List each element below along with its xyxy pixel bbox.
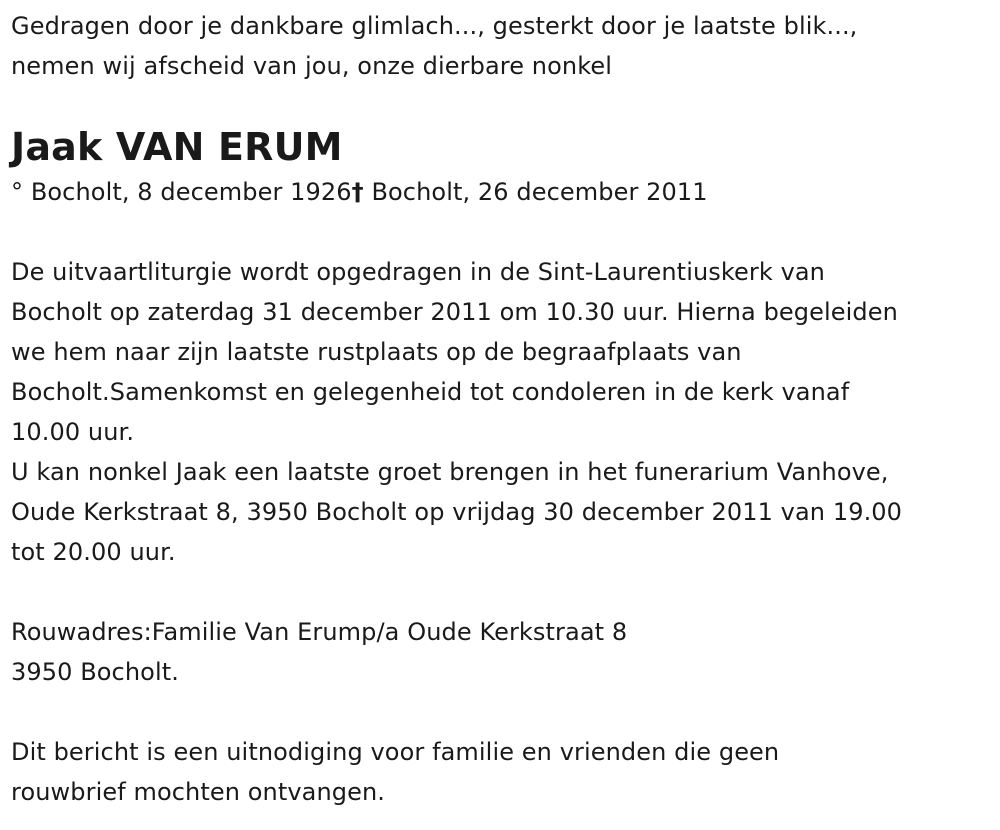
born-date: Bocholt, 8 december 1926 [23,178,352,206]
spacer [11,212,991,252]
liturgy-line: tot 20.00 uur. [11,538,176,566]
cross-icon: † [351,178,364,206]
notice-line: rouwbrief mochten ontvangen. [11,778,386,806]
obituary-notice [11,6,991,812]
intro-line: nemen wij afscheid van jou, onze dierbare nonkel [11,52,612,80]
liturgy-line: Oude Kerkstraat 8, 3950 Bocholt op vrijdag 30 december 2011 van 19.00 [11,498,903,526]
spacer [11,692,991,732]
liturgy-line: we hem naar zijn laatste rustplaats op de begraafplaats van [11,338,742,366]
notice-paragraph [11,732,991,812]
address-line: 3950 Bocholt. [11,658,179,686]
liturgy-line: Bocholt op zaterdag 31 december 2011 om 10.30 uur. Hierna begeleiden [11,298,898,326]
deceased-name: Jaak VAN ERUM [11,125,343,169]
liturgy-line: U kan nonkel Jaak een laatste groet brengen in het funerarium Vanhove, [11,458,889,486]
spacer [11,572,991,612]
liturgy-line: De uitvaartliturgie wordt opgedragen in de Sint-Laurentiuskerk van [11,258,825,286]
address-paragraph [11,612,991,692]
died-date: Bocholt, 26 december 2011 [363,178,708,206]
born-symbol: ° [11,178,24,206]
address-line: Rouwadres:Familie Van Erump/a Oude Kerkstraat 8 [11,618,628,646]
notice-line: Dit bericht is een uitnodiging voor familie en vrienden die geen [11,738,780,766]
liturgy-line: Bocholt.Samenkomst en gelegenheid tot condoleren in de kerk vanaf [11,378,850,406]
birth-death-dates [11,172,991,212]
intro-line: Gedragen door je dankbare glimlach..., gesterkt door je laatste blik..., [11,12,858,40]
liturgy-paragraph [11,252,991,572]
intro-text [11,6,991,86]
liturgy-line: 10.00 uur. [11,418,135,446]
